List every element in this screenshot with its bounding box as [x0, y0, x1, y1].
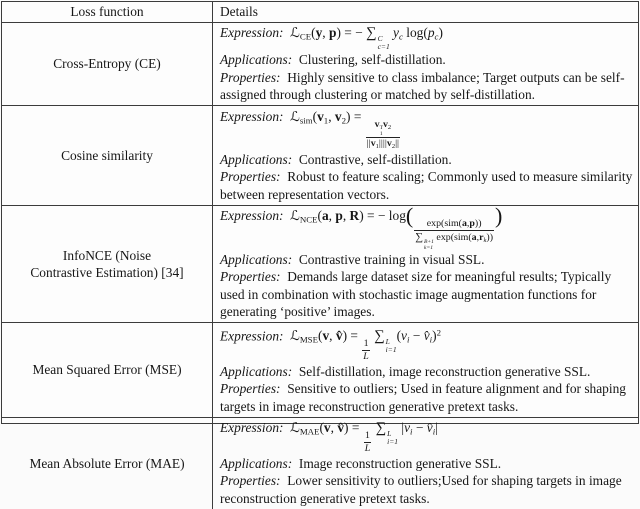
- details-cell: [212, 106, 638, 204]
- expression-label: Expression:: [220, 208, 284, 224]
- sigma-symbol: ∑: [374, 328, 385, 345]
- math-text: i: [432, 426, 436, 437]
- applications-label: Applications:: [220, 455, 293, 471]
- math-text: v: [404, 420, 411, 436]
- big-paren: ): [495, 203, 503, 229]
- details-cell: [212, 418, 638, 509]
- limit-upper: L: [387, 429, 392, 439]
- loss-name-cell: [2, 23, 212, 106]
- math-text: p: [469, 218, 475, 230]
- math-text: 1: [365, 430, 370, 442]
- math-text: (: [311, 25, 316, 40]
- summation-limits: [424, 239, 434, 251]
- properties-text: Highly sensitive to class imbalance; Target outputs can be self-assigned through clustering or matched by self-distillation.: [220, 69, 625, 103]
- math-text: p: [427, 25, 435, 40]
- math-text: ,: [328, 108, 335, 124]
- math-text: 2: [341, 115, 347, 126]
- math-text: (: [396, 328, 402, 344]
- fraction-numerator: [362, 338, 370, 350]
- table-row: [2, 105, 638, 204]
- properties-text: Lower sensitivity to outliers;Used for shaping targets in image reconstruction generative pretext tasks.: [220, 473, 622, 506]
- fraction-numerator: [366, 119, 400, 137]
- math-text: −: [412, 420, 427, 436]
- big-paren: (: [405, 203, 414, 229]
- header-details: Details: [212, 2, 638, 22]
- math-text: |: [398, 420, 405, 436]
- math-text: ) = − log: [359, 208, 406, 224]
- applications-text: Self-distillation, image reconstruction generative SSL.: [298, 363, 591, 379]
- sigma-symbol: ∑: [375, 420, 387, 437]
- math-text: v: [334, 108, 342, 124]
- math-text: v: [382, 118, 388, 130]
- limit-lower: c=1: [377, 42, 390, 51]
- summation-limits: [386, 338, 397, 355]
- math-text: sim: [299, 115, 313, 126]
- math-text: c: [434, 31, 439, 42]
- table-row: [2, 22, 638, 106]
- math-text: NCE: [299, 214, 318, 225]
- math-text: a: [461, 218, 467, 230]
- limit-lower: i=1: [385, 345, 397, 355]
- table-row: [2, 417, 638, 509]
- math-text: R: [349, 208, 360, 224]
- math-text: ,: [342, 208, 350, 224]
- math-text: v̂: [335, 328, 343, 344]
- applications-label: Applications:: [220, 52, 293, 68]
- math-text: p: [328, 25, 337, 40]
- loss-name-line: Contrastive Estimation) [34]: [30, 264, 184, 280]
- math-text: 2: [391, 142, 396, 150]
- sigma-symbol: ∑: [366, 25, 377, 41]
- limit-lower: i=1: [387, 437, 399, 447]
- applications-line: [220, 455, 634, 473]
- math-text: 2: [387, 123, 392, 131]
- math-text: v: [401, 328, 407, 344]
- math-text: )): [486, 231, 494, 243]
- limit-lower: k=1: [424, 244, 434, 251]
- math-text: ||: [395, 138, 400, 150]
- applications-text: Contrastive training in visual SSL.: [298, 251, 485, 267]
- math-text: k: [483, 236, 487, 244]
- math-text: a: [321, 208, 329, 224]
- summation-limits: [387, 430, 398, 447]
- loss-name-line: Cross-Entropy (CE): [53, 56, 161, 72]
- applications-line: [220, 151, 634, 169]
- math-text: v: [386, 138, 392, 150]
- limit-upper: C: [377, 33, 383, 43]
- applications-line: [220, 363, 634, 381]
- math-text: ,: [322, 25, 329, 40]
- math-text: exp(sim(: [426, 218, 462, 230]
- expression-label: Expression:: [220, 420, 284, 436]
- math-text: v̂: [337, 420, 345, 436]
- math-text: −: [409, 328, 424, 344]
- properties-line: [220, 168, 634, 203]
- math-text: ℒ: [290, 328, 300, 344]
- summation-limits: [378, 35, 390, 52]
- math-text: v: [322, 328, 330, 344]
- expression-line: [220, 203, 634, 251]
- expression-line: [220, 108, 634, 151]
- math-text: v̂: [423, 328, 430, 344]
- math-text: ): [432, 328, 437, 344]
- math-text: ): [438, 25, 443, 40]
- math-text: ℒ: [290, 25, 300, 40]
- math-text: log(: [402, 25, 428, 40]
- properties-label: Properties:: [220, 473, 281, 489]
- math-text: i: [410, 426, 413, 437]
- sigma-symbol: ∑: [415, 230, 424, 243]
- math-text: L: [363, 351, 369, 363]
- math-text: ,: [328, 208, 336, 224]
- summation: [415, 231, 434, 251]
- fraction-denominator: [366, 137, 400, 151]
- math-fraction: [366, 119, 400, 151]
- math-text: ||||: [378, 138, 387, 150]
- math-text: (: [317, 208, 322, 224]
- fraction-numerator: [364, 430, 372, 442]
- math-text: i: [407, 334, 410, 345]
- math-text: MSE: [299, 334, 318, 345]
- table-header-row: [2, 2, 638, 22]
- math-text: exp(sim(: [433, 231, 472, 243]
- math-text: c: [399, 31, 403, 42]
- fraction-denominator: [362, 350, 370, 363]
- loss-function-table: [1, 1, 639, 506]
- properties-label: Properties:: [220, 269, 281, 285]
- limit-upper: L: [385, 337, 390, 347]
- math-fraction: [362, 338, 370, 362]
- math-text: 2: [436, 327, 441, 338]
- math-text: ) =: [346, 108, 365, 124]
- expression-math: [290, 420, 438, 455]
- properties-line: [220, 69, 634, 104]
- expression-math: [290, 327, 441, 363]
- math-text: y: [389, 25, 399, 40]
- fraction-denominator: [414, 230, 494, 251]
- math-text: ℒ: [290, 208, 300, 224]
- math-text: ℒ: [290, 108, 300, 124]
- applications-text: Clustering, self-distillation.: [298, 52, 446, 68]
- applications-label: Applications:: [220, 251, 293, 267]
- limit-upper: B+1: [424, 238, 434, 245]
- properties-line: [220, 472, 634, 507]
- math-text: ,: [476, 231, 480, 243]
- fraction-denominator: [364, 442, 372, 455]
- math-fraction: [414, 218, 494, 251]
- math-text: ,: [330, 420, 338, 436]
- math-text: 1: [323, 115, 329, 126]
- math-text: p: [335, 208, 343, 224]
- math-text: v: [370, 138, 376, 150]
- math-text: MAE: [299, 426, 320, 437]
- header-loss-function: Loss function: [70, 4, 144, 20]
- properties-text: Robust to feature scaling; Commonly used to measure similarity between representation vectors.: [220, 169, 633, 202]
- expression-line: [220, 24, 634, 51]
- math-text: 1: [375, 142, 379, 150]
- applications-text: Contrastive, self-distillation.: [298, 151, 452, 167]
- fraction-numerator: [414, 218, 494, 230]
- properties-label: Properties:: [220, 169, 281, 185]
- expression-line: [220, 325, 634, 363]
- applications-line: [220, 251, 634, 269]
- properties-label: Properties:: [220, 381, 281, 397]
- loss-name-cell: [2, 418, 212, 509]
- math-text: (: [312, 108, 318, 124]
- loss-name-line: InfoNCE (Noise: [62, 247, 152, 263]
- details-cell: [212, 23, 638, 106]
- applications-line: [220, 51, 634, 69]
- math-fraction: [364, 430, 372, 454]
- table-row: [2, 205, 638, 323]
- details-cell: [212, 203, 638, 323]
- math-text: (: [317, 328, 323, 344]
- loss-name-line: Mean Squared Error (MSE): [32, 362, 182, 378]
- table-row: [2, 322, 638, 416]
- math-text: ,: [466, 218, 470, 230]
- loss-name-line: Cosine similarity: [61, 147, 153, 163]
- properties-text: Demands large dataset size for meaningful results; Typically used in combination with stochastic image augmentation functions for generating ‘positive’ images.: [220, 269, 612, 320]
- math-text: CE: [299, 31, 312, 42]
- details-cell: [212, 323, 638, 416]
- math-text: ,: [329, 328, 336, 344]
- summation: [366, 24, 390, 51]
- expression-line: [220, 419, 634, 455]
- applications-label: Applications:: [220, 363, 293, 379]
- math-text: a: [471, 231, 477, 243]
- math-text: L: [364, 443, 371, 455]
- math-text: ) = −: [336, 25, 367, 40]
- loss-name-cell: [2, 323, 212, 416]
- expression-label: Expression:: [220, 108, 284, 124]
- math-text: i: [429, 334, 433, 345]
- math-text: y: [315, 25, 323, 40]
- math-text: |: [435, 420, 438, 436]
- loss-name-cell: [2, 206, 212, 323]
- properties-text: Sensitive to outliers; Used in feature alignment and for shaping targets in image reconstruction generative pretext tasks.: [220, 381, 626, 414]
- math-text: v: [374, 118, 380, 130]
- summation: [374, 327, 396, 354]
- math-text: )): [474, 218, 482, 230]
- expression-label: Expression:: [220, 25, 284, 40]
- expression-label: Expression:: [220, 328, 284, 344]
- applications-text: Image reconstruction generative SSL.: [298, 455, 502, 471]
- math-text: ) =: [344, 420, 363, 436]
- loss-name-cell: [2, 106, 212, 204]
- math-text: ||: [366, 138, 371, 150]
- math-text: v: [323, 420, 331, 436]
- stack-bottom: 1: [379, 130, 383, 137]
- math-text: v̂: [426, 420, 433, 436]
- summation: [376, 419, 398, 446]
- expression-math: [290, 108, 401, 150]
- loss-name-line: Mean Absolute Error (MAE): [29, 455, 185, 471]
- properties-label: Properties:: [220, 69, 281, 85]
- properties-line: [220, 380, 634, 415]
- properties-line: [220, 268, 634, 321]
- expression-math: [290, 25, 443, 51]
- math-text: 1: [363, 338, 369, 350]
- math-text: v: [317, 108, 324, 124]
- applications-label: Applications:: [220, 151, 293, 167]
- stack-top: T: [379, 124, 383, 131]
- expression-math: [290, 203, 503, 251]
- math-text: r: [479, 231, 484, 243]
- math-text: ) =: [342, 328, 362, 344]
- math-text: ℒ: [290, 420, 300, 436]
- math-text: (: [319, 420, 324, 436]
